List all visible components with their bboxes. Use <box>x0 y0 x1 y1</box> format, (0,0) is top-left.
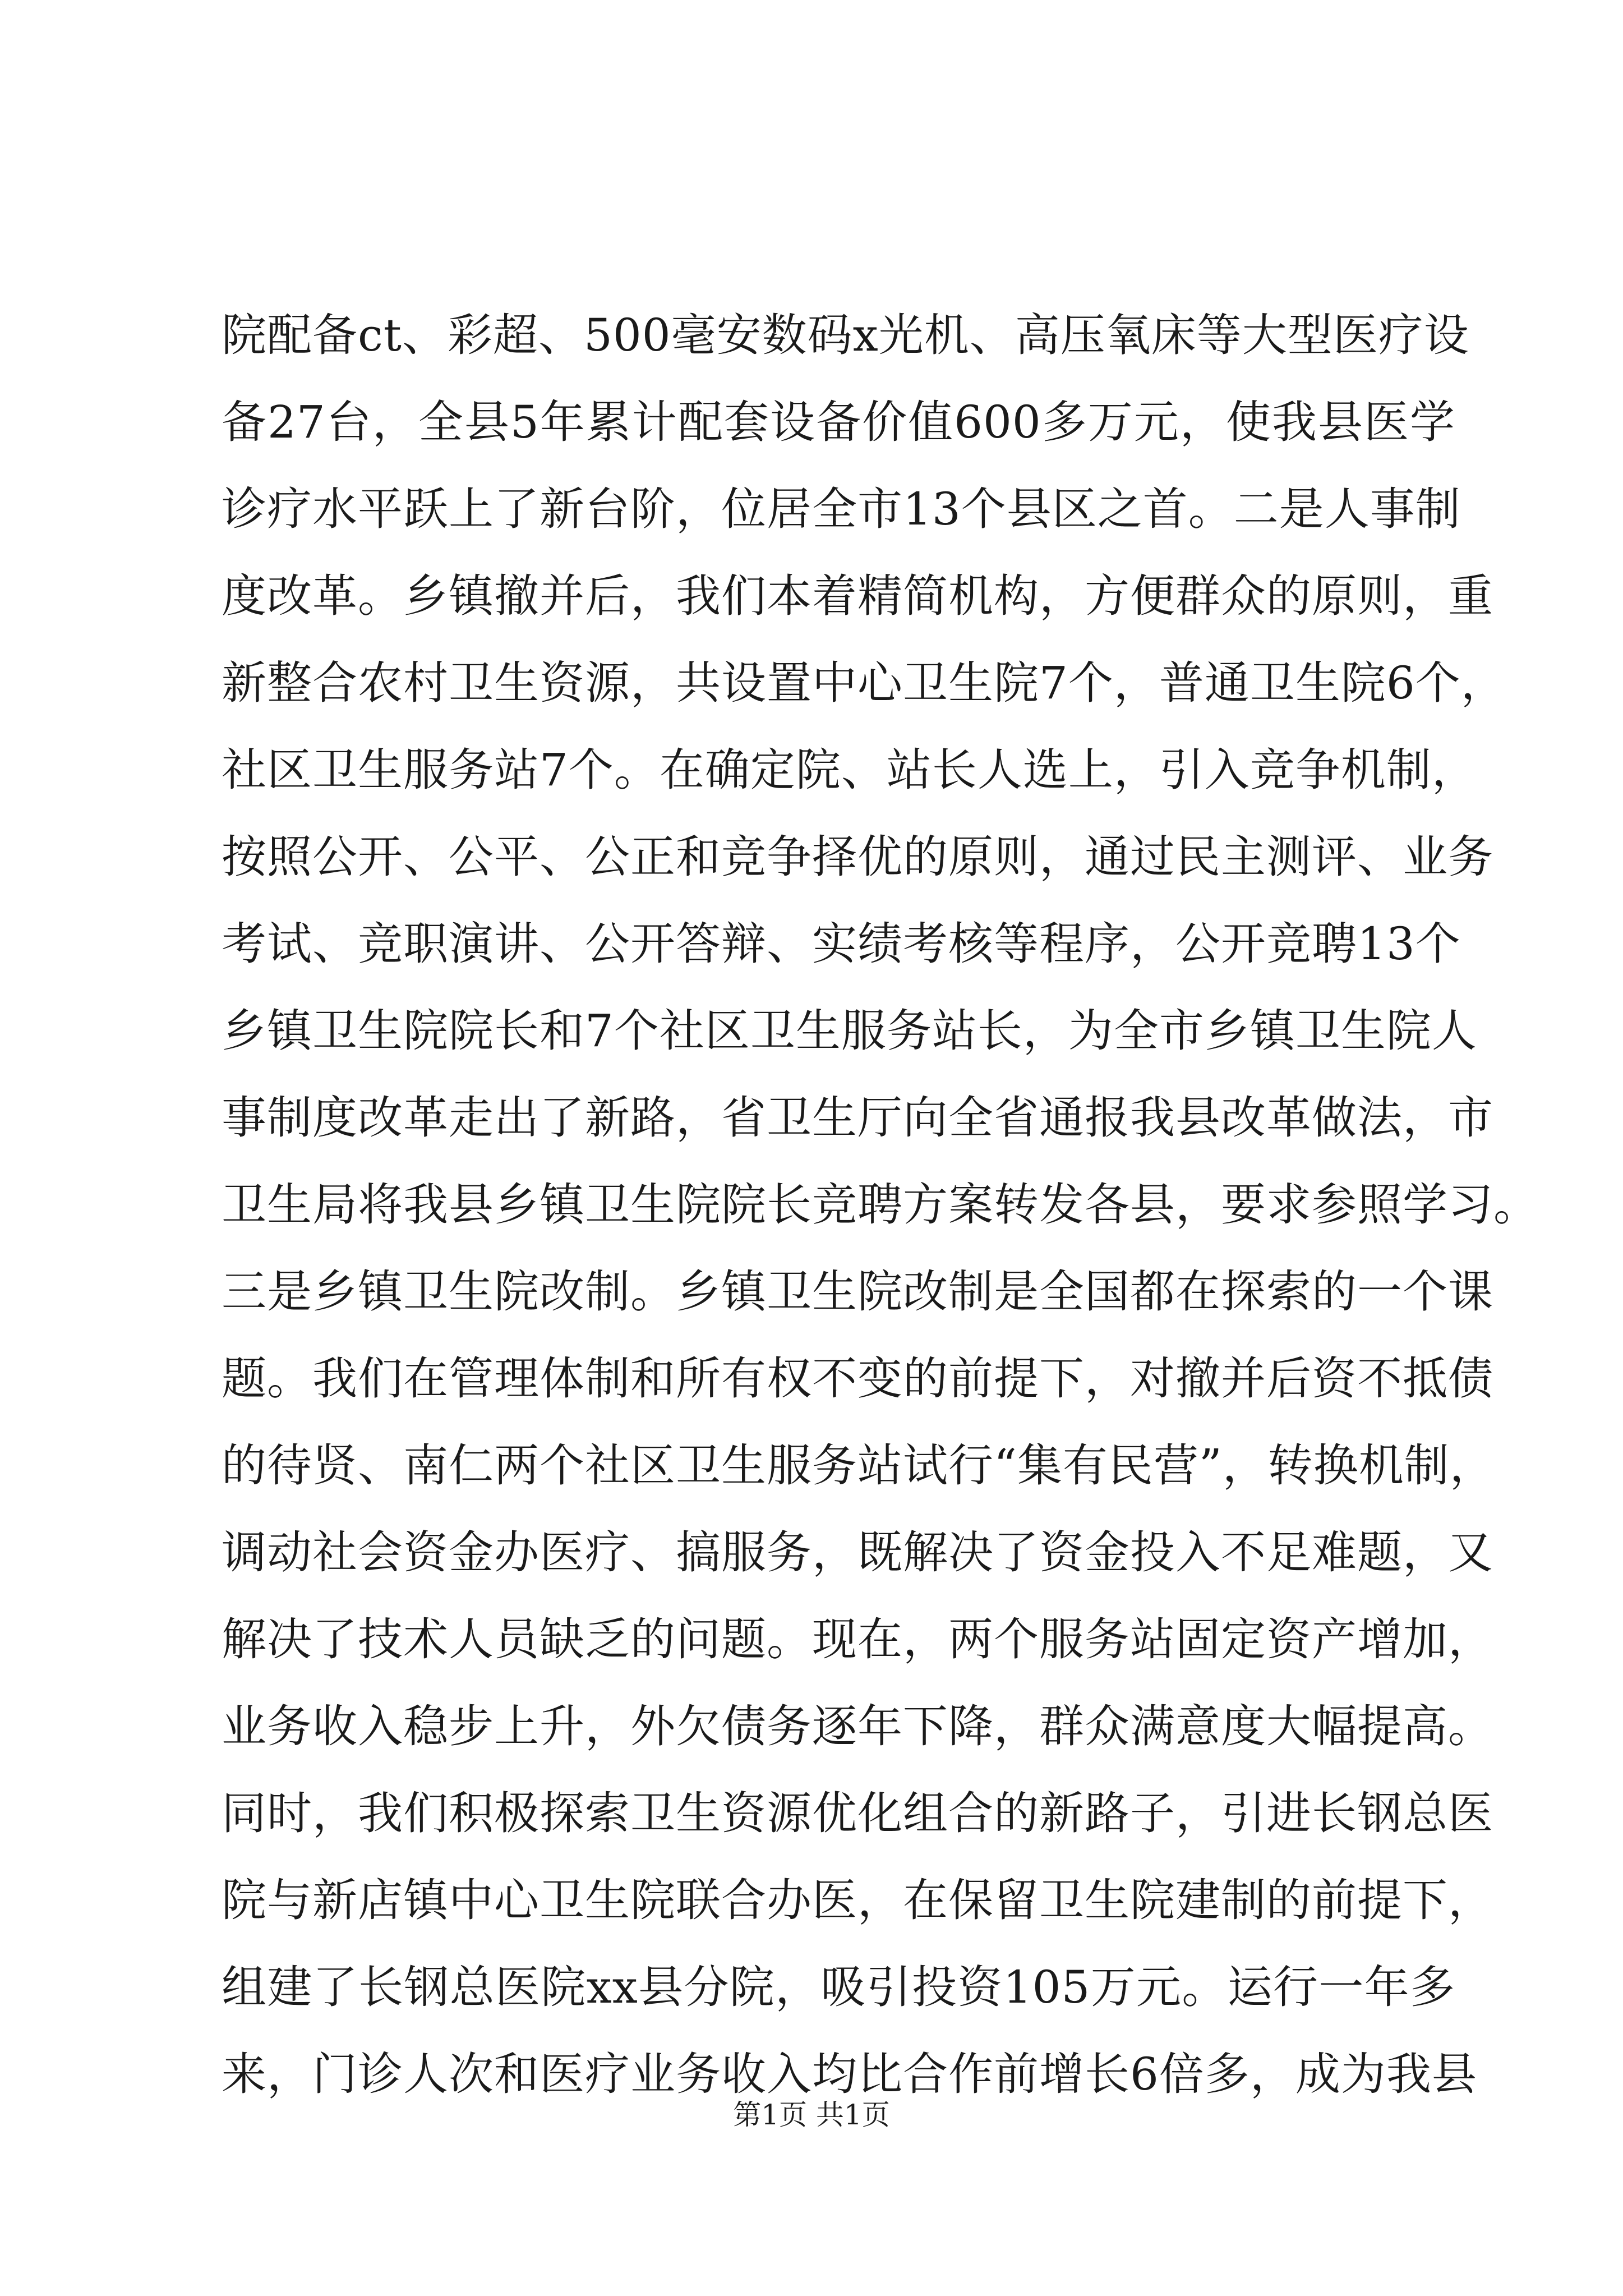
text-line: 按照公开、公平、公正和竞争择优的原则，通过民主测评、业务 <box>222 831 1493 883</box>
text-line: 卫生局将我县乡镇卫生院院长竞聘方案转发各县，要求参照学习。 <box>222 1179 1539 1231</box>
text-line: 的待贤、南仁两个社区卫生服务站试行“集有民营”，转换机制， <box>222 1439 1495 1492</box>
text-line: 题。我们在管理体制和所有权不变的前提下，对撤并后资不抵债 <box>222 1352 1493 1405</box>
body-text <box>222 292 1539 2118</box>
text-line: 考试、竞职演讲、公开答辩、实绩考核等程序，公开竞聘13个 <box>222 918 1461 970</box>
text-line: 业务收入稳步上升，外欠债务逐年下降，群众满意度大幅提高。 <box>222 1700 1493 1752</box>
text-line: 社区卫生服务站7个。在确定院、站长人选上，引入竞争机制， <box>222 744 1477 796</box>
text-line: 院与新店镇中心卫生院联合办医，在保留卫生院建制的前提下， <box>222 1874 1493 1926</box>
text-line: 来，门诊人次和医疗业务收入均比合作前增长6倍多，成为我县 <box>222 2048 1477 2100</box>
text-line: 备27台，全县5年累计配套设备价值600多万元，使我县医学 <box>222 396 1455 448</box>
text-line: 三是乡镇卫生院改制。乡镇卫生院改制是全国都在探索的一个课 <box>222 1266 1493 1318</box>
text-line: 调动社会资金办医疗、搞服务，既解决了资金投入不足难题，又 <box>222 1526 1493 1579</box>
page-footer: 第1页 共1页 <box>733 2099 890 2131</box>
text-line: 院配备ct、彩超、500毫安数码x光机、高压氧床等大型医疗设 <box>222 309 1469 361</box>
text-line: 乡镇卫生院院长和7个社区卫生服务站长，为全市乡镇卫生院人 <box>222 1005 1477 1057</box>
text-line: 解决了技术人员缺乏的问题。现在，两个服务站固定资产增加， <box>222 1613 1493 1665</box>
text-line: 组建了长钢总医院xx县分院，吸引投资105万元。运行一年多 <box>222 1961 1455 2013</box>
text-line: 同时，我们积极探索卫生资源优化组合的新路子，引进长钢总医 <box>222 1787 1493 1839</box>
text-line: 新整合农村卫生资源，共设置中心卫生院7个，普通卫生院6个， <box>222 657 1506 709</box>
text-line: 度改革。乡镇撤并后，我们本着精简机构，方便群众的原则，重 <box>222 570 1493 622</box>
text-line: 诊疗水平跃上了新台阶，位居全市13个县区之首。二是人事制 <box>222 483 1461 535</box>
text-line: 事制度改革走出了新路，省卫生厅向全省通报我县改革做法，市 <box>222 1092 1493 1144</box>
